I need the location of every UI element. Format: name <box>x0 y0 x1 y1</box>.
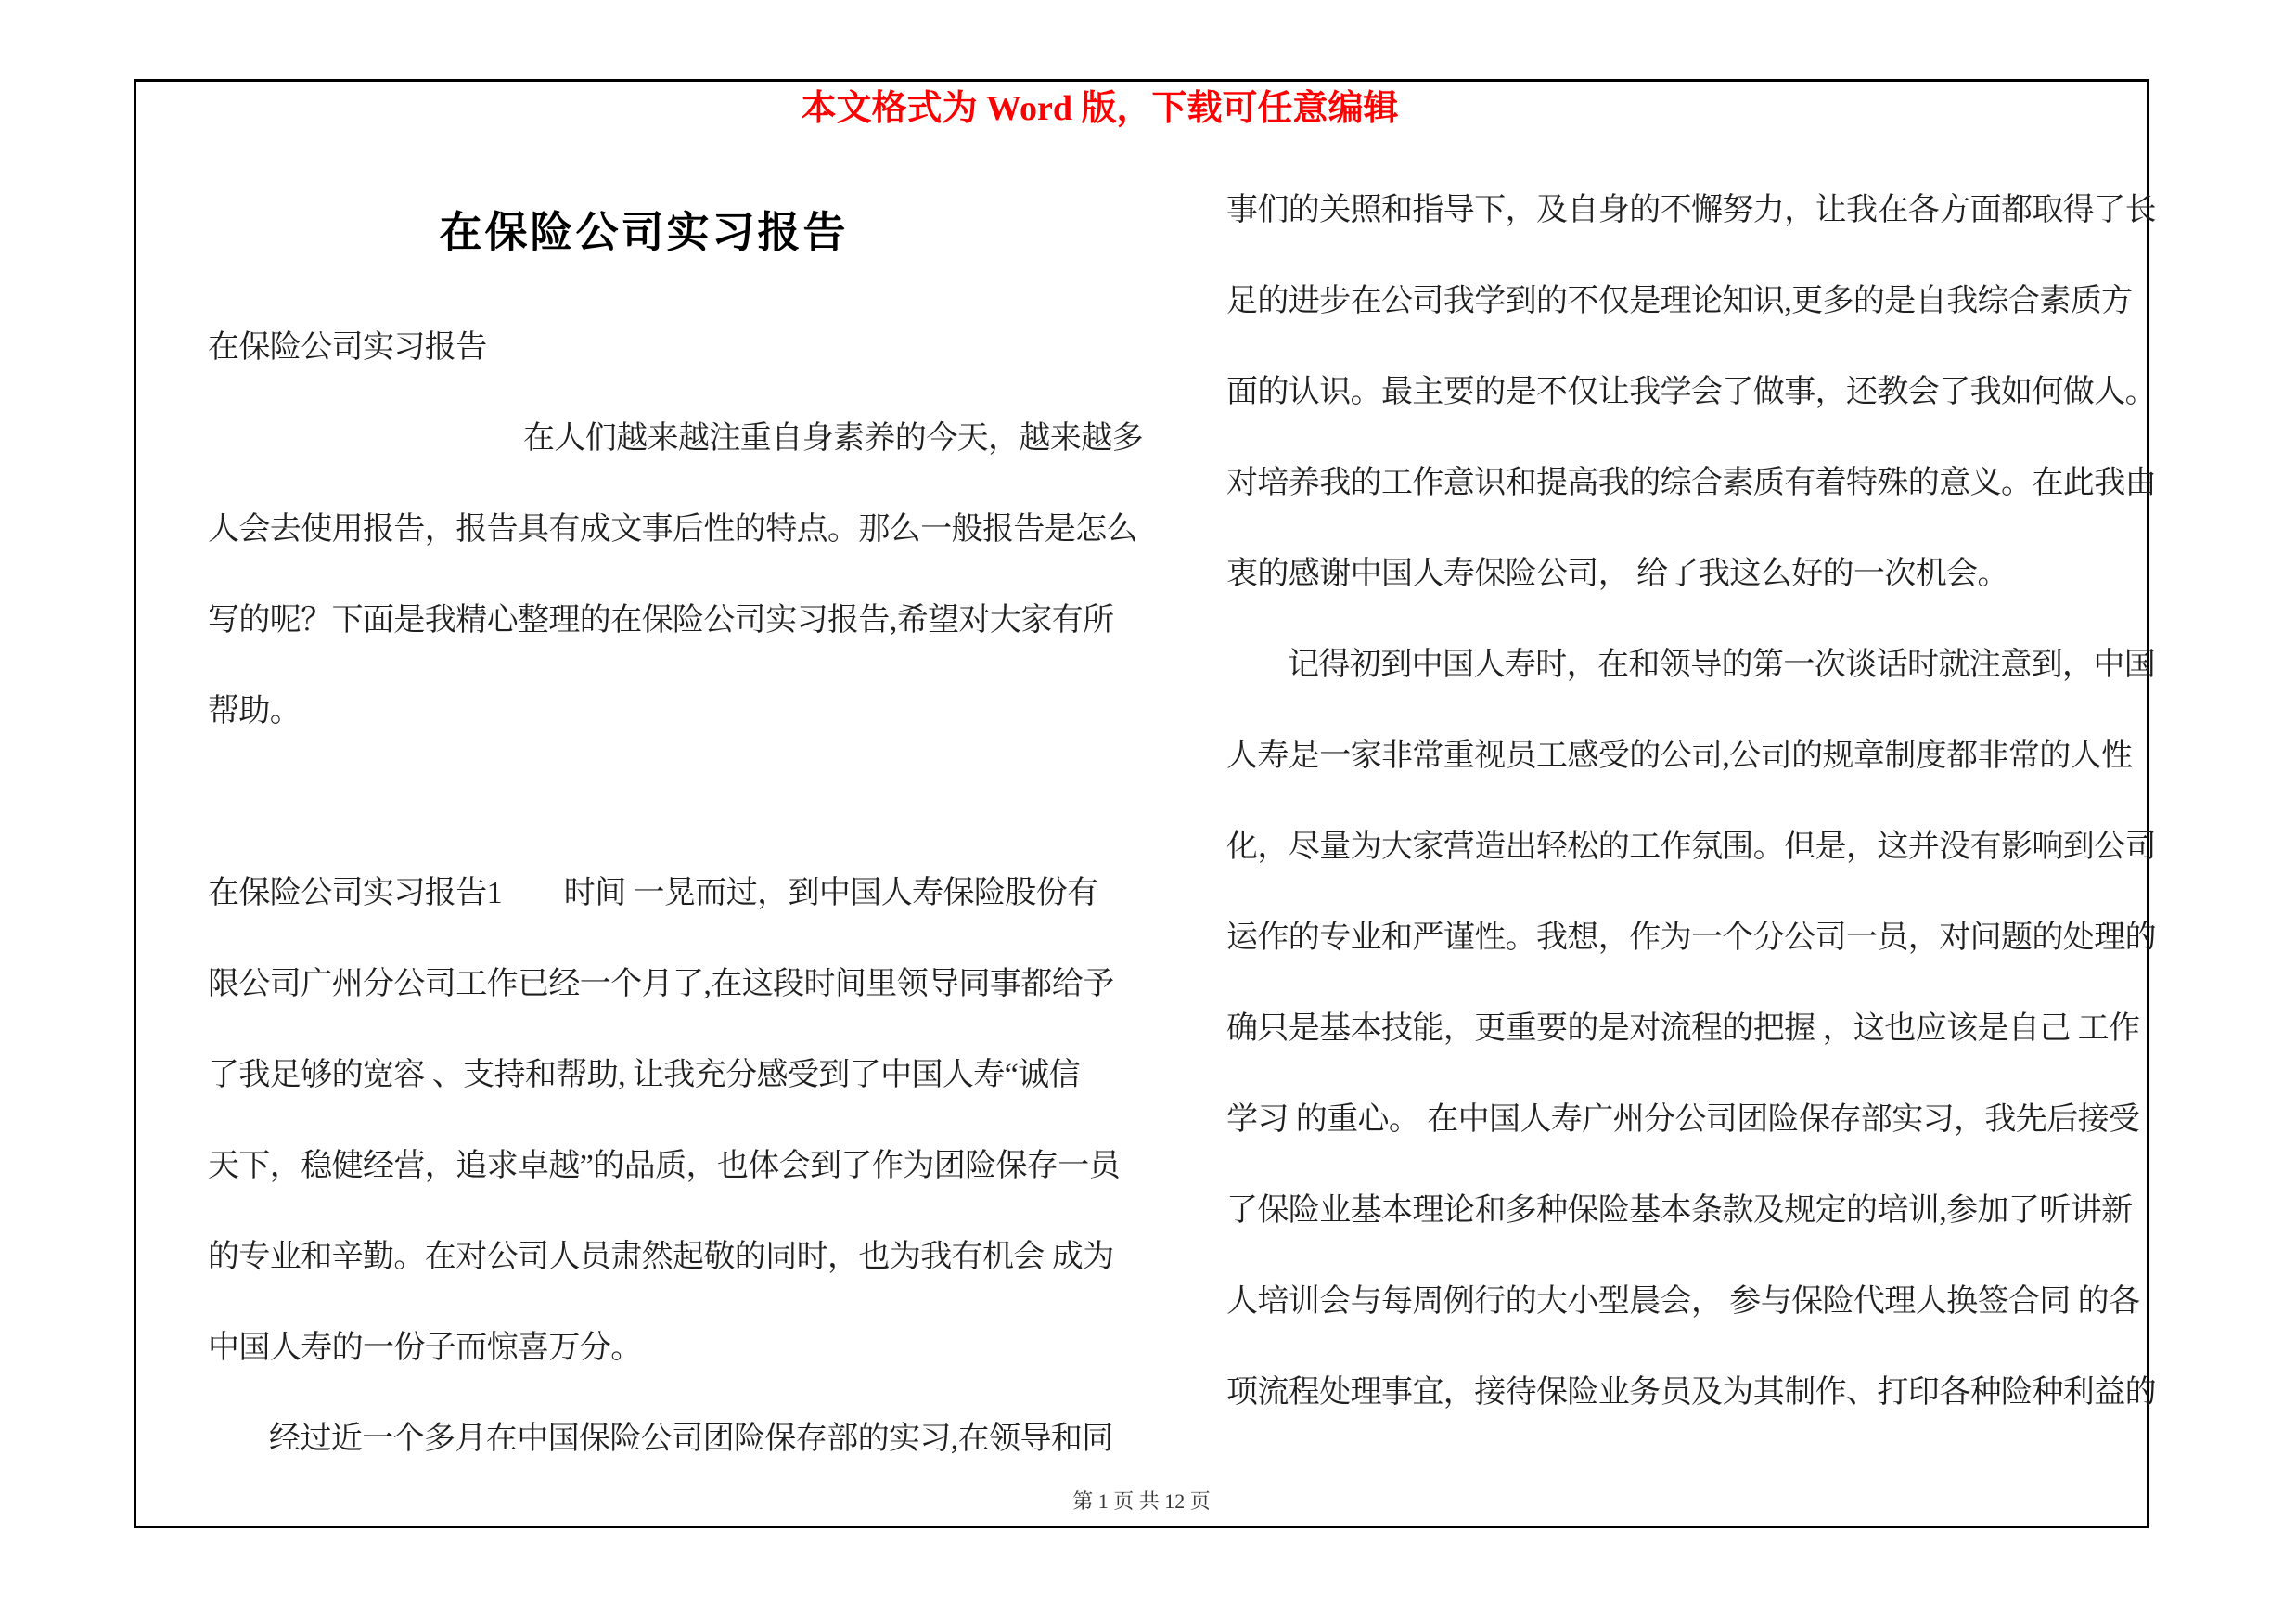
text-line: 在保险公司实习报告1 时间 一晃而过，到中国人寿保险股份有 <box>208 876 1098 910</box>
text-line: 衷的感谢中国人寿保险公司， 给了我这么好的一次机会。 <box>1226 557 2008 591</box>
text-line: 人会去使用报告，报告具有成文事后性的特点。那么一般报告是怎么 <box>208 512 1137 547</box>
blank-line <box>208 757 1145 848</box>
text-line: 人寿是一家非常重视员工感受的公司,公司的规章制度都非常的人性 <box>1226 739 2133 773</box>
page-title: 在保险公司实习报告 <box>439 209 849 256</box>
word-format-notice: 本文格式为 Word 版，下载可任意编辑 <box>801 89 1399 128</box>
text-line: 运作的专业和严谨性。我想，作为一个分公司一员，对问题的处理的 <box>1226 921 2156 955</box>
text-line: 帮助。 <box>208 694 301 728</box>
text-line: 天下，稳健经营，追求卓越”的品质，也体会到了作为团险保存一员 <box>208 1149 1121 1183</box>
text-line: 足的进步在公司我学到的不仅是理论知识,更多的是自我综合素质方 <box>1226 284 2133 318</box>
page-number: 第 1 页 共 12 页 <box>1072 1489 1211 1513</box>
text-line: 在人们越来越注重自身素养的今天，越来越多 <box>523 421 1143 456</box>
text-line: 人培训会与每周例行的大小型晨会， 参与保险代理人换签合同 的各 <box>1226 1284 2140 1319</box>
text-line: 事们的关照和指导下，及自身的不懈努力，让我在各方面都取得了长 <box>1226 193 2156 227</box>
text-line: 项流程处理事宜，接待保险业务员及为其制作、打印各种险种利益的 <box>1226 1375 2156 1410</box>
text-line: 确只是基本技能，更重要的是对流程的把握 ，这也应该是自己 工作 <box>1226 1011 2140 1046</box>
left-text-column <box>208 303 1145 1485</box>
text-line: 了保险业基本理论和多种保险基本条款及规定的培训,参加了听讲新 <box>1226 1193 2133 1228</box>
text-line: 的专业和辛勤。在对公司人员肃然起敬的同时，也为我有机会 成为 <box>208 1240 1114 1274</box>
text-line: 在保险公司实习报告 <box>208 330 487 365</box>
text-line: 写的呢？下面是我精心整理的在保险公司实习报告,希望对大家有所 <box>208 603 1114 638</box>
document-page <box>134 79 2156 1528</box>
text-line: 记得初到中国人寿时，在和领导的第一次谈话时就注意到，中国 <box>1288 648 2156 682</box>
right-text-column <box>1226 165 2163 1438</box>
text-line: 对培养我的工作意识和提高我的综合素质有着特殊的意义。在此我由 <box>1226 466 2156 500</box>
text-line: 了我足够的宽容 、支持和帮助, 让我充分感受到了中国人寿“诚信 <box>208 1058 1080 1092</box>
text-line: 经过近一个多月在中国保险公司团险保存部的实习,在领导和同 <box>269 1422 1113 1456</box>
text-line: 限公司广州分公司工作已经一个月了,在这段时间里领导同事都给予 <box>208 967 1114 1001</box>
text-line: 化，尽量为大家营造出轻松的工作氛围。但是，这并没有影响到公司 <box>1226 830 2156 864</box>
text-line: 学习 的重心。 在中国人寿广州分公司团险保存部实习，我先后接受 <box>1226 1102 2140 1137</box>
text-line: 中国人寿的一份子而惊喜万分。 <box>208 1331 642 1365</box>
text-line: 面的认识。最主要的是不仅让我学会了做事，还教会了我如何做人。 <box>1226 375 2156 409</box>
